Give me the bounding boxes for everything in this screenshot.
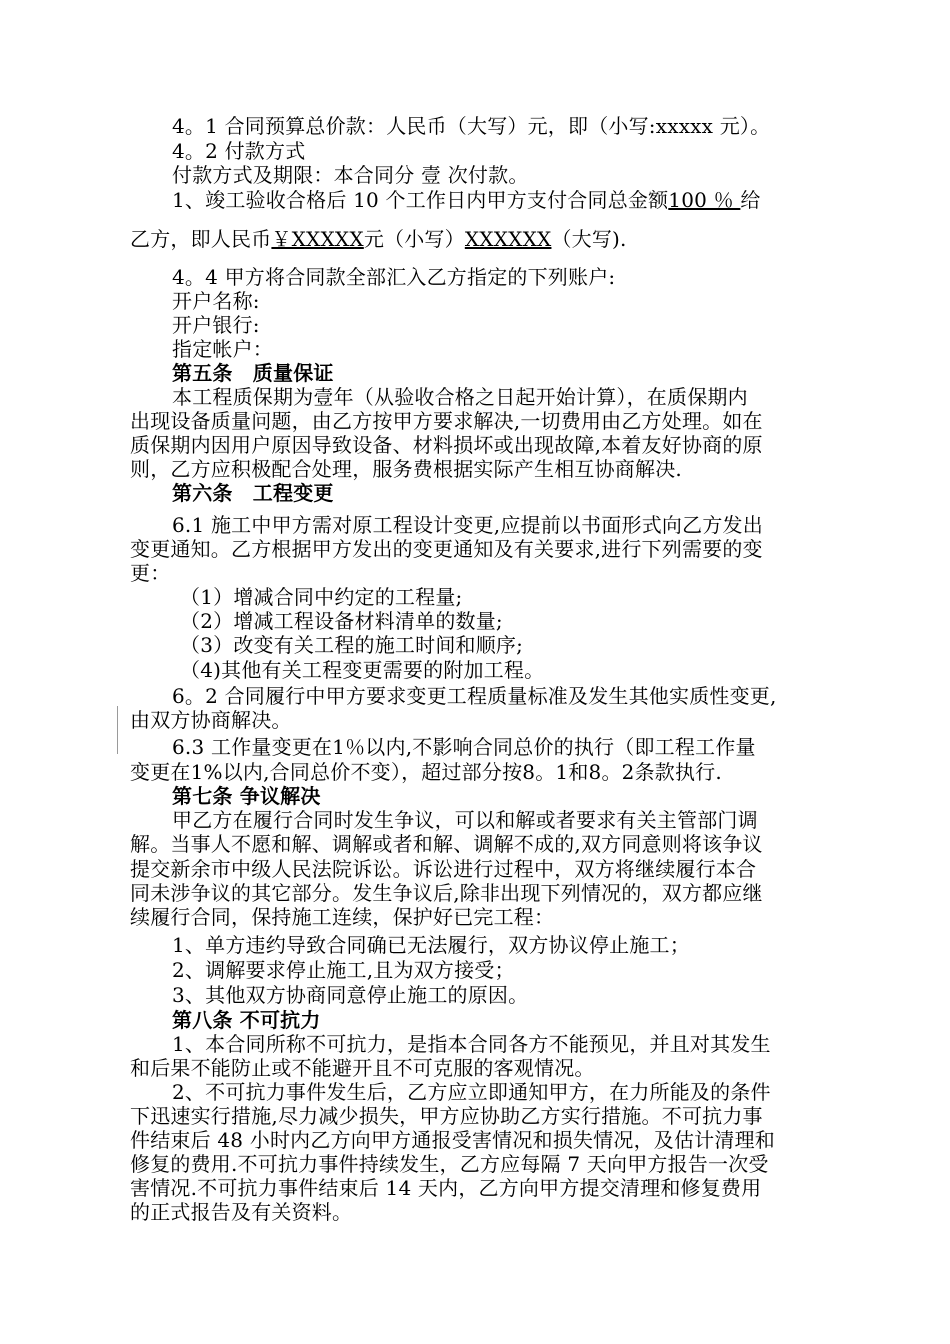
account-name: 开户名称: [172, 289, 260, 313]
payment-item-1 [172, 188, 761, 212]
clause-6-1-line: 6.1 施工中甲方需对原工程设计变更,应提前以书面形式向乙方发出 [172, 513, 763, 537]
payment-item-1-text: 1、竣工验收合格后 10 个工作日内甲方支付合同总金额 [172, 188, 669, 212]
article-7-line: 同未涉争议的其它部分。发生争议后,除非出现下列情况的，双方都应继 [130, 881, 763, 905]
article-8-p2-line: 的正式报告及有关资料。 [130, 1200, 353, 1224]
clause-6-3-line: 6.3 工作量变更在1％以内,不影响合同总价的执行（即工程工作量 [172, 735, 756, 759]
payment-amount-prefix: 乙方，即人民币 [130, 227, 272, 251]
payment-terms: 付款方式及期限：本合同分 壹 次付款。 [172, 163, 529, 187]
account-number: 指定帐户： [172, 337, 273, 361]
payment-percent: 100 ％ [668, 188, 741, 212]
account-bank: 开户银行: [172, 313, 260, 337]
dispute-item: 2、调解要求停止施工,且为双方接受； [172, 958, 515, 982]
amount-small-label: 元（小写） [363, 227, 465, 251]
article-8-p2-line: 下迅速实行措施,尽力减少损失，甲方应协助乙方实行措施。不可抗力事 [130, 1104, 763, 1128]
article-5-line: 出现设备质量问题，由乙方按甲方要求解决,一切费用由乙方处理。如在 [130, 409, 763, 433]
change-item: （2）增减工程设备材料清单的数量; [180, 609, 503, 633]
clause-4-4: 4。4 甲方将合同款全部汇入乙方指定的下列账户: [172, 265, 616, 289]
article-8-p1-line: 和后果不能防止或不能避开且不可克服的客观情况。 [130, 1056, 595, 1080]
article-7-line: 续履行合同，保持施工连续，保护好已完工程： [130, 905, 555, 929]
article-7-line: 提交新余市中级人民法院诉讼。诉讼进行过程中，双方将继续履行本合 [130, 857, 757, 881]
change-item: （1）增减合同中约定的工程量; [180, 585, 463, 609]
amount-big-label: （大写). [551, 227, 627, 251]
article-8-p2-line: 修复的费用.不可抗力事件持续发生，乙方应每隔 7 天向甲方报告一次受 [130, 1152, 769, 1176]
change-item: （4)其他有关工程变更需要的附加工程。 [180, 658, 545, 682]
clause-6-1-line: 更： [130, 561, 171, 585]
change-item: （3）改变有关工程的施工时间和顺序; [180, 633, 524, 657]
article-8-p2-line: 件结束后 48 小时内乙方向甲方通报受害情况和损失情况，及估计清理和 [130, 1128, 775, 1152]
article-5-line: 质保期内因用户原因导致设备、材料损坏或出现故障,本着友好协商的原 [130, 433, 763, 457]
dispute-item: 1、单方违约导致合同确已无法履行，双方协议停止施工； [172, 933, 690, 957]
clause-6-2-line: 由双方协商解决。 [130, 708, 292, 732]
amount-small: ￥XXXXX [271, 227, 364, 251]
article-7-heading: 第七条 争议解决 [172, 784, 321, 808]
amount-big: XXXXXX [464, 227, 552, 251]
article-5-heading: 第五条 质量保证 [172, 361, 334, 385]
payment-item-1-cont [130, 227, 627, 251]
article-8-p2-line: 2、不可抗力事件发生后，乙方应立即通知甲方，在力所能及的条件 [172, 1080, 771, 1104]
article-8-heading: 第八条 不可抗力 [172, 1008, 321, 1032]
article-7-line: 甲乙方在履行合同时发生争议，可以和解或者要求有关主管部门调 [172, 808, 758, 832]
clause-6-3-line: 变更在1%以内,合同总价不变），超过部分按8。1和8。2条款执行. [130, 760, 722, 784]
article-5-line: 本工程质保期为壹年（从验收合格之日起开始计算），在质保期内 [172, 385, 748, 409]
article-8-p2-line: 害情况.不可抗力事件结束后 14 天内，乙方向甲方提交清理和修复费用 [130, 1176, 762, 1200]
article-5-line: 则，乙方应积极配合处理，服务费根据实际产生相互协商解决. [130, 457, 682, 481]
clause-6-1-line: 变更通知。乙方根据甲方发出的变更通知及有关要求,进行下列需要的变 [130, 537, 763, 561]
clause-4-2: 4。2 付款方式 [172, 139, 306, 163]
clause-4-1: 4。1 合同预算总价款：人民币（大写）元，即（小写:xxxxx 元）。 [172, 114, 771, 138]
article-6-heading: 第六条 工程变更 [172, 481, 334, 505]
payment-item-1-tail: 给 [740, 188, 761, 212]
article-7-line: 解。当事人不愿和解、调解或者和解、调解不成的,双方同意则将该争议 [130, 832, 763, 856]
margin-change-bar [117, 706, 118, 754]
dispute-item: 3、其他双方协商同意停止施工的原因。 [172, 983, 529, 1007]
article-8-p1-line: 1、本合同所称不可抗力，是指本合同各方不能预见，并且对其发生 [172, 1032, 771, 1056]
clause-6-2-line: 6。2 合同履行中甲方要求变更工程质量标准及发生其他实质性变更, [172, 684, 777, 708]
